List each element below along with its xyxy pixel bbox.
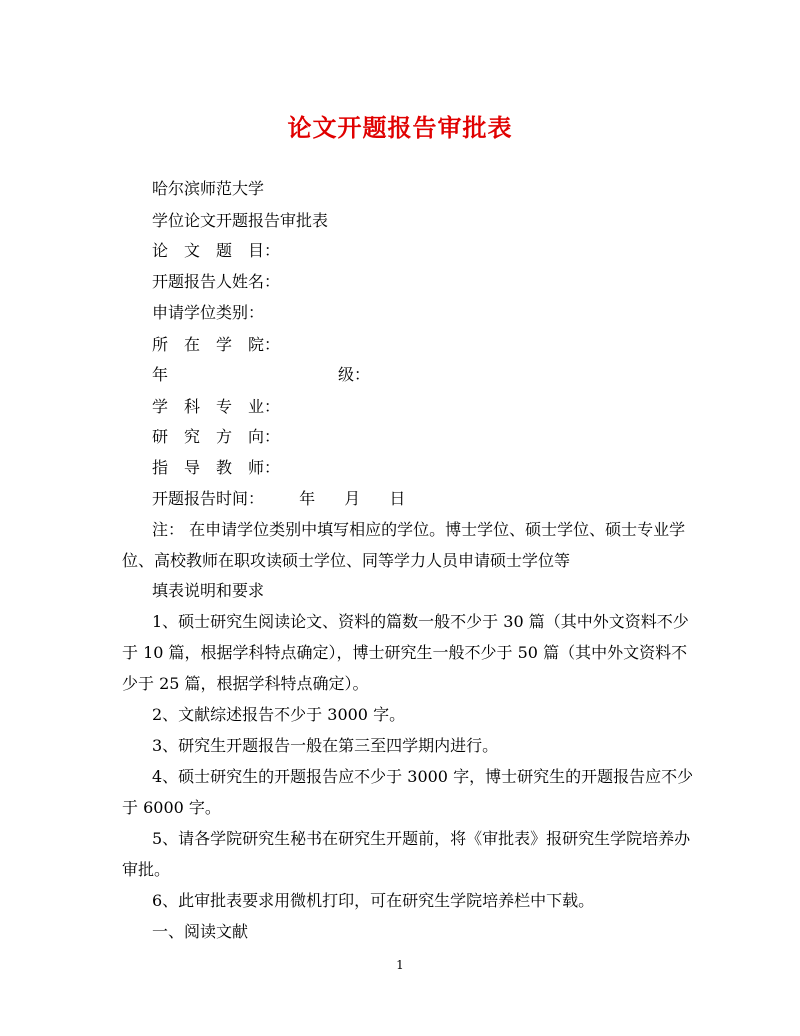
page-number: 1 — [396, 958, 404, 972]
instruction-5-line-1: 5、请各学院研究生秘书在研究生开题前，将《审批表》报研究生学院培养办 — [152, 829, 691, 848]
instruction-1-line-2: 于 10 篇，根据学科特点确定），博士研究生一般不少于 50 篇（其中外文资料不 — [122, 643, 688, 662]
field-advisor: 指 导 教 师： — [152, 458, 281, 477]
field-major: 学 科 专 业： — [152, 397, 281, 416]
document-title: 论文开题报告审批表 — [287, 113, 513, 142]
form-name: 学位论文开题报告审批表 — [152, 211, 329, 230]
instruction-6: 6、此审批表要求用微机打印，可在研究生学院培养栏中下载。 — [152, 891, 595, 910]
instructions-heading: 填表说明和要求 — [152, 581, 265, 600]
instruction-2: 2、文献综述报告不少于 3000 字。 — [152, 705, 406, 724]
instruction-1-line-1: 1、硕士研究生阅读论文、资料的篇数一般不少于 30 篇（其中外文资料不少 — [152, 612, 689, 631]
section-reading-heading: 一、阅读文献 — [152, 922, 249, 941]
note-line-2: 位、高校教师在职攻读硕士学位、同等学力人员申请硕士学位等 — [122, 551, 571, 570]
field-thesis-title: 论 文 题 目： — [152, 241, 281, 260]
report-time-label: 开题报告时间： — [152, 489, 265, 508]
field-report-time — [152, 488, 405, 510]
date-month: 月 — [344, 489, 361, 508]
note-line-1: 注： 在申请学位类别中填写相应的学位。博士学位、硕士学位、硕士专业学 — [152, 520, 686, 539]
grade-right-label: 级： — [338, 365, 371, 384]
field-grade — [152, 364, 370, 386]
university-name: 哈尔滨师范大学 — [152, 179, 265, 198]
instruction-1-line-3: 少于 25 篇，根据学科特点确定）。 — [122, 674, 369, 693]
field-college: 所 在 学 院： — [152, 335, 281, 354]
instruction-5-line-2: 审批。 — [122, 860, 171, 879]
instruction-3: 3、研究生开题报告一般在第三至四学期内进行。 — [152, 736, 499, 755]
field-research-direction: 研 究 方 向： — [152, 427, 281, 446]
field-applicant-name: 开题报告人姓名： — [152, 272, 281, 291]
instruction-4-line-1: 4、硕士研究生的开题报告应不少于 3000 字，博士研究生的开题报告应不少 — [152, 767, 694, 786]
field-degree-type: 申请学位类别： — [152, 303, 265, 322]
date-year: 年 — [299, 489, 316, 508]
grade-left-label: 年 — [152, 365, 169, 384]
instruction-4-line-2: 于 6000 字。 — [122, 798, 221, 817]
date-day: 日 — [389, 489, 406, 508]
